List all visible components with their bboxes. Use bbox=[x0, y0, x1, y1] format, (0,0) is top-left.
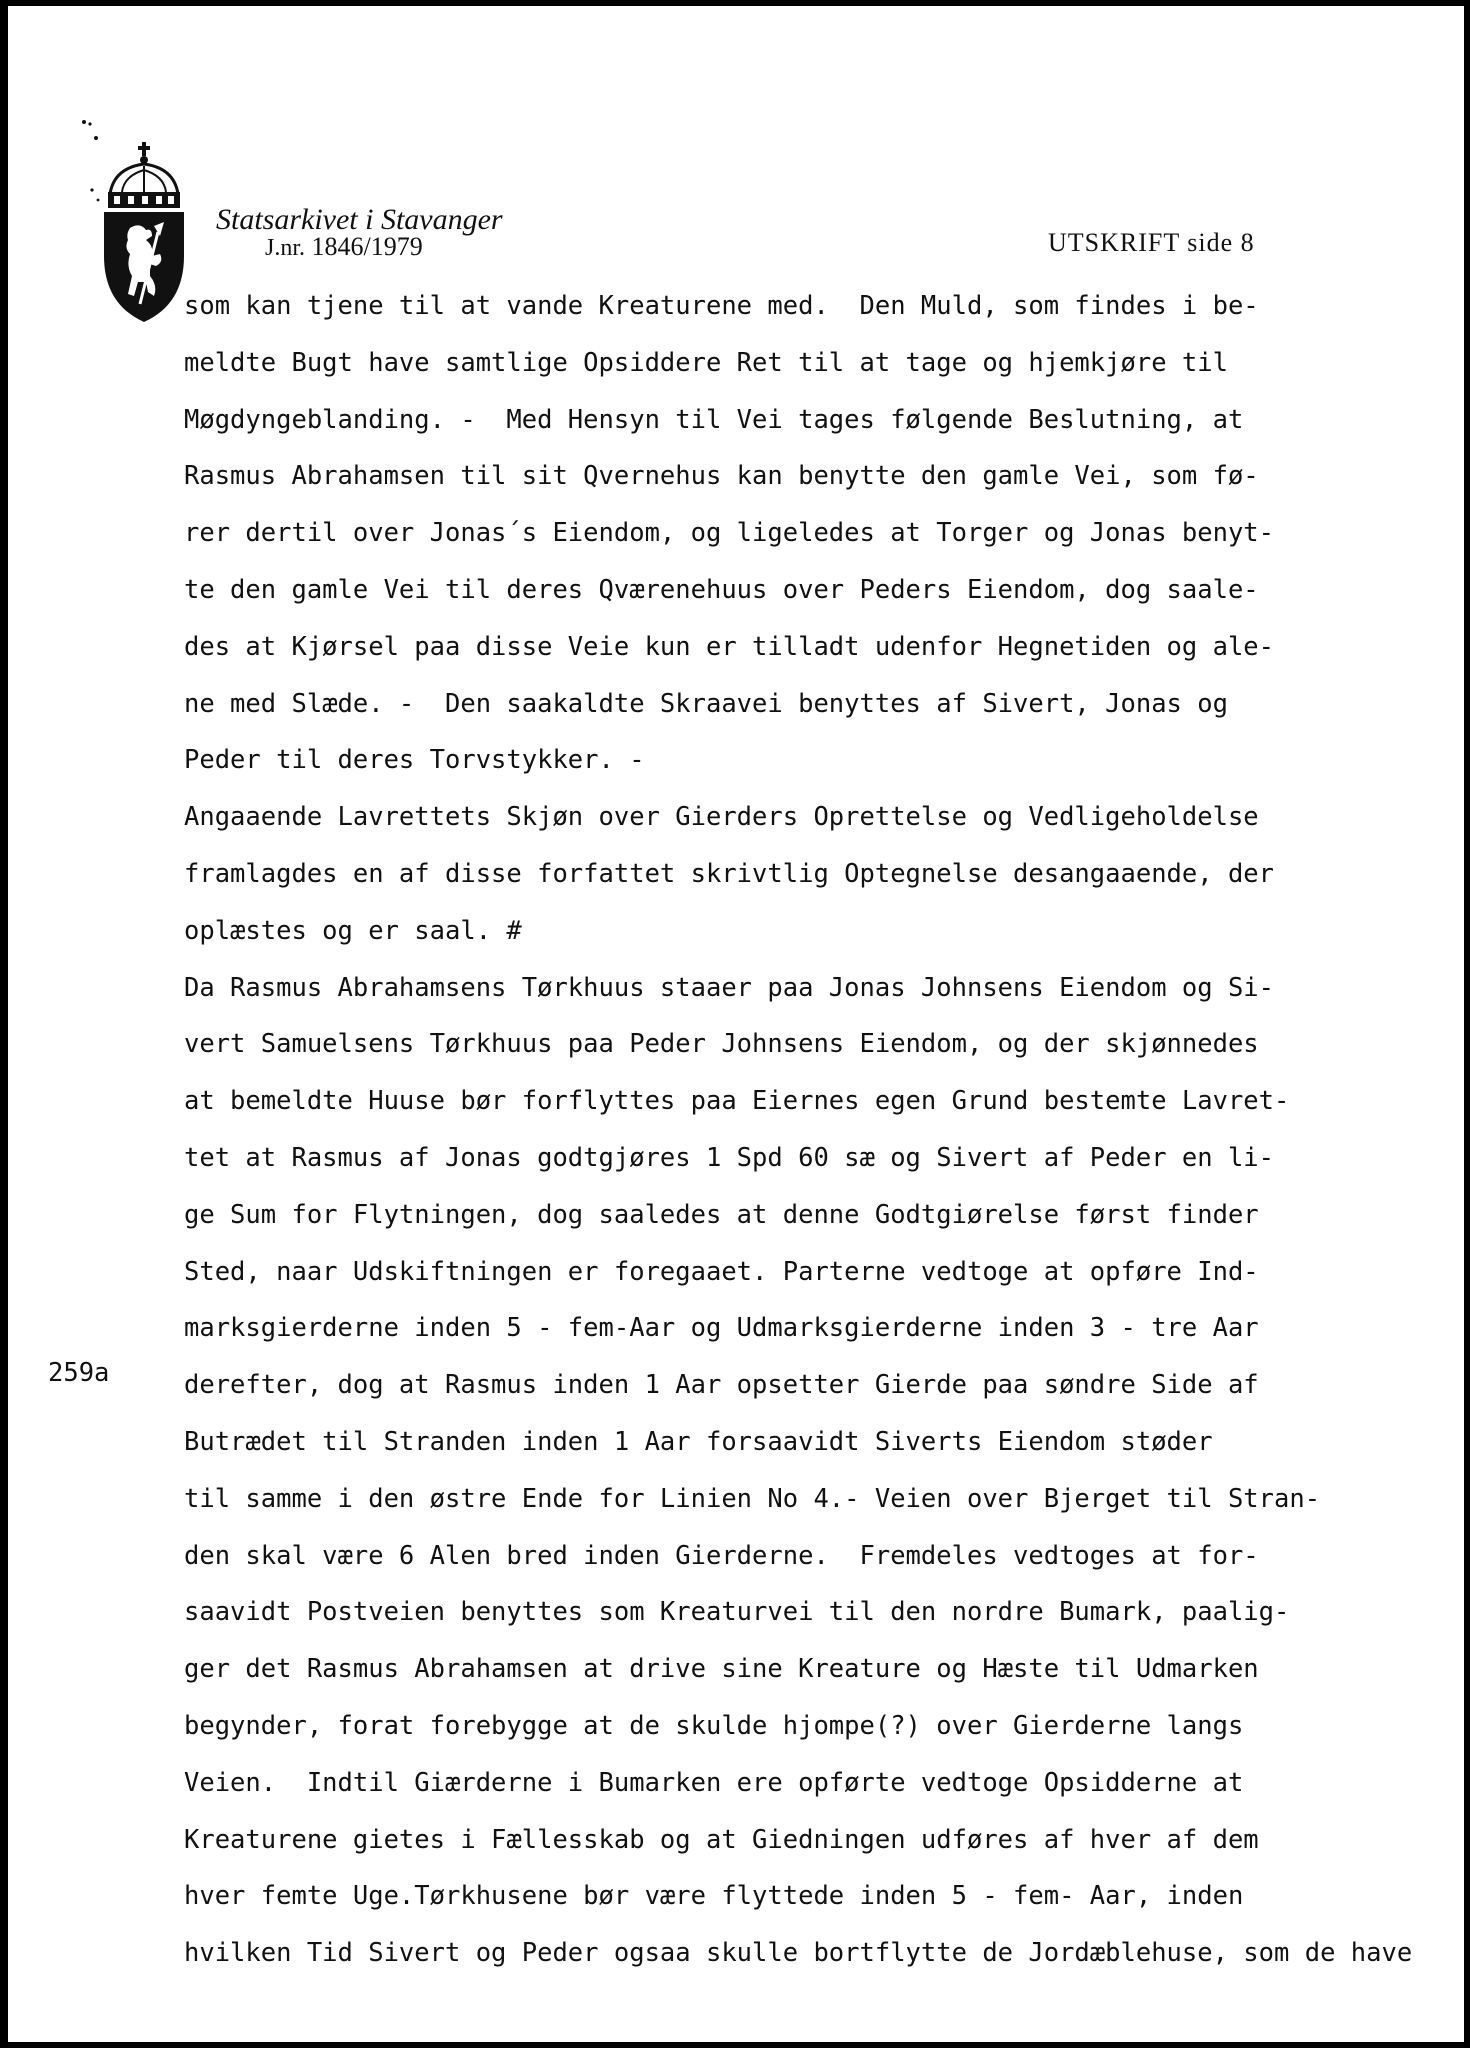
text-line: oplæstes og er saal. # bbox=[184, 915, 522, 946]
text-line: Kreaturene gietes i Fællesskab og at Giedningen udføres af hver af dem bbox=[184, 1824, 1259, 1855]
text-line: hvilken Tid Sivert og Peder ogsaa skulle bortflytte de Jordæblehuse, som de have bbox=[184, 1938, 1413, 1969]
text-line: begynder, forat forebygge at de skulde hjompe(?) over Gierderne langs bbox=[184, 1710, 1244, 1741]
text-line: den skal være 6 Alen bred inden Gierderne. Fremdeles vedtoges at for- bbox=[184, 1540, 1259, 1571]
text-line: Butrædet til Stranden inden 1 Aar forsaavidt Siverts Eiendom støder bbox=[184, 1426, 1213, 1457]
journal-number-label: J.nr. bbox=[265, 235, 306, 261]
text-line: Møgdyngeblanding. - Med Hensyn til Vei tages følgende Beslutning, at bbox=[184, 404, 1244, 435]
text-line: Peder til deres Torvstykker. - bbox=[184, 745, 645, 776]
text-line: hver femte Uge.Tørkhusene bør være flyttede inden 5 - fem- Aar, inden bbox=[184, 1881, 1244, 1912]
text-line: Rasmus Abrahamsen til sit Qvernehus kan benytte den gamle Vei, som fø- bbox=[184, 461, 1259, 492]
archive-name: Statsarkivet i Stavanger bbox=[216, 203, 503, 236]
text-line: Da Rasmus Abrahamsens Tørkhuus staaer paa Jonas Johnsens Eiendom og Si- bbox=[184, 972, 1275, 1003]
text-line: des at Kjørsel paa disse Veie kun er tilladt udenfor Hegnetiden og ale- bbox=[184, 631, 1275, 662]
margin-note: 259a bbox=[48, 1358, 110, 1388]
text-line: marksgierderne inden 5 - fem-Aar og Udmarksgierderne inden 3 - tre Aar bbox=[184, 1313, 1259, 1344]
text-line: Veien. Indtil Giærderne i Bumarken ere opførte vedtoge Opsidderne at bbox=[184, 1767, 1244, 1798]
text-line: rer dertil over Jonas´s Eiendom, og ligeledes at Torger og Jonas benyt- bbox=[184, 518, 1275, 549]
text-line: at bemeldte Huuse bør forflyttes paa Eiernes egen Grund bestemte Lavret- bbox=[184, 1086, 1290, 1117]
text-line: ne med Slæde. - Den saakaldte Skraavei benyttes af Sivert, Jonas og bbox=[184, 688, 1228, 719]
text-line: framlagdes en af disse forfattet skrivtlig Optegnelse desangaaende, der bbox=[184, 858, 1275, 889]
text-line: saavidt Postveien benyttes som Kreaturvei til den nordre Bumark, paalig- bbox=[184, 1597, 1290, 1628]
text-line: tet at Rasmus af Jonas godtgjøres 1 Spd 60 sæ og Sivert af Peder en li- bbox=[184, 1142, 1275, 1173]
text-line: ger det Rasmus Abrahamsen at drive sine Kreature og Hæste til Udmarken bbox=[184, 1654, 1259, 1685]
transcript-body bbox=[184, 278, 1454, 1982]
text-line: som kan tjene til at vande Kreaturene med. Den Muld, som findes i be- bbox=[184, 291, 1259, 321]
journal-number-value: 1846/1979 bbox=[311, 232, 423, 261]
text-line: til samme i den østre Ende for Linien No 4.- Veien over Bjerget til Stran- bbox=[184, 1483, 1321, 1514]
page-label: UTSKRIFT side 8 bbox=[1048, 228, 1255, 257]
text-line: te den gamle Vei til deres Qværenehuus over Peders Eiendom, dog saale- bbox=[184, 574, 1259, 605]
text-line: derefter, dog at Rasmus inden 1 Aar opsetter Gierde paa søndre Side af bbox=[184, 1370, 1259, 1401]
text-line: Sted, naar Udskiftningen er foregaaet. Parterne vedtoge at opføre Ind- bbox=[184, 1256, 1259, 1287]
text-line: vert Samuelsens Tørkhuus paa Peder Johnsens Eiendom, og der skjønnedes bbox=[184, 1029, 1259, 1060]
journal-number bbox=[265, 232, 423, 262]
text-line: ge Sum for Flytningen, dog saaledes at denne Godtgiørelse først finder bbox=[184, 1199, 1259, 1230]
text-line: meldte Bugt have samtlige Opsiddere Ret til at tage og hjemkjøre til bbox=[184, 347, 1228, 378]
document-page bbox=[8, 6, 1464, 2042]
text-line: Angaaende Lavrettets Skjøn over Gierders Oprettelse og Vedligeholdelse bbox=[184, 802, 1259, 833]
coat-of-arms-icon bbox=[100, 136, 188, 328]
